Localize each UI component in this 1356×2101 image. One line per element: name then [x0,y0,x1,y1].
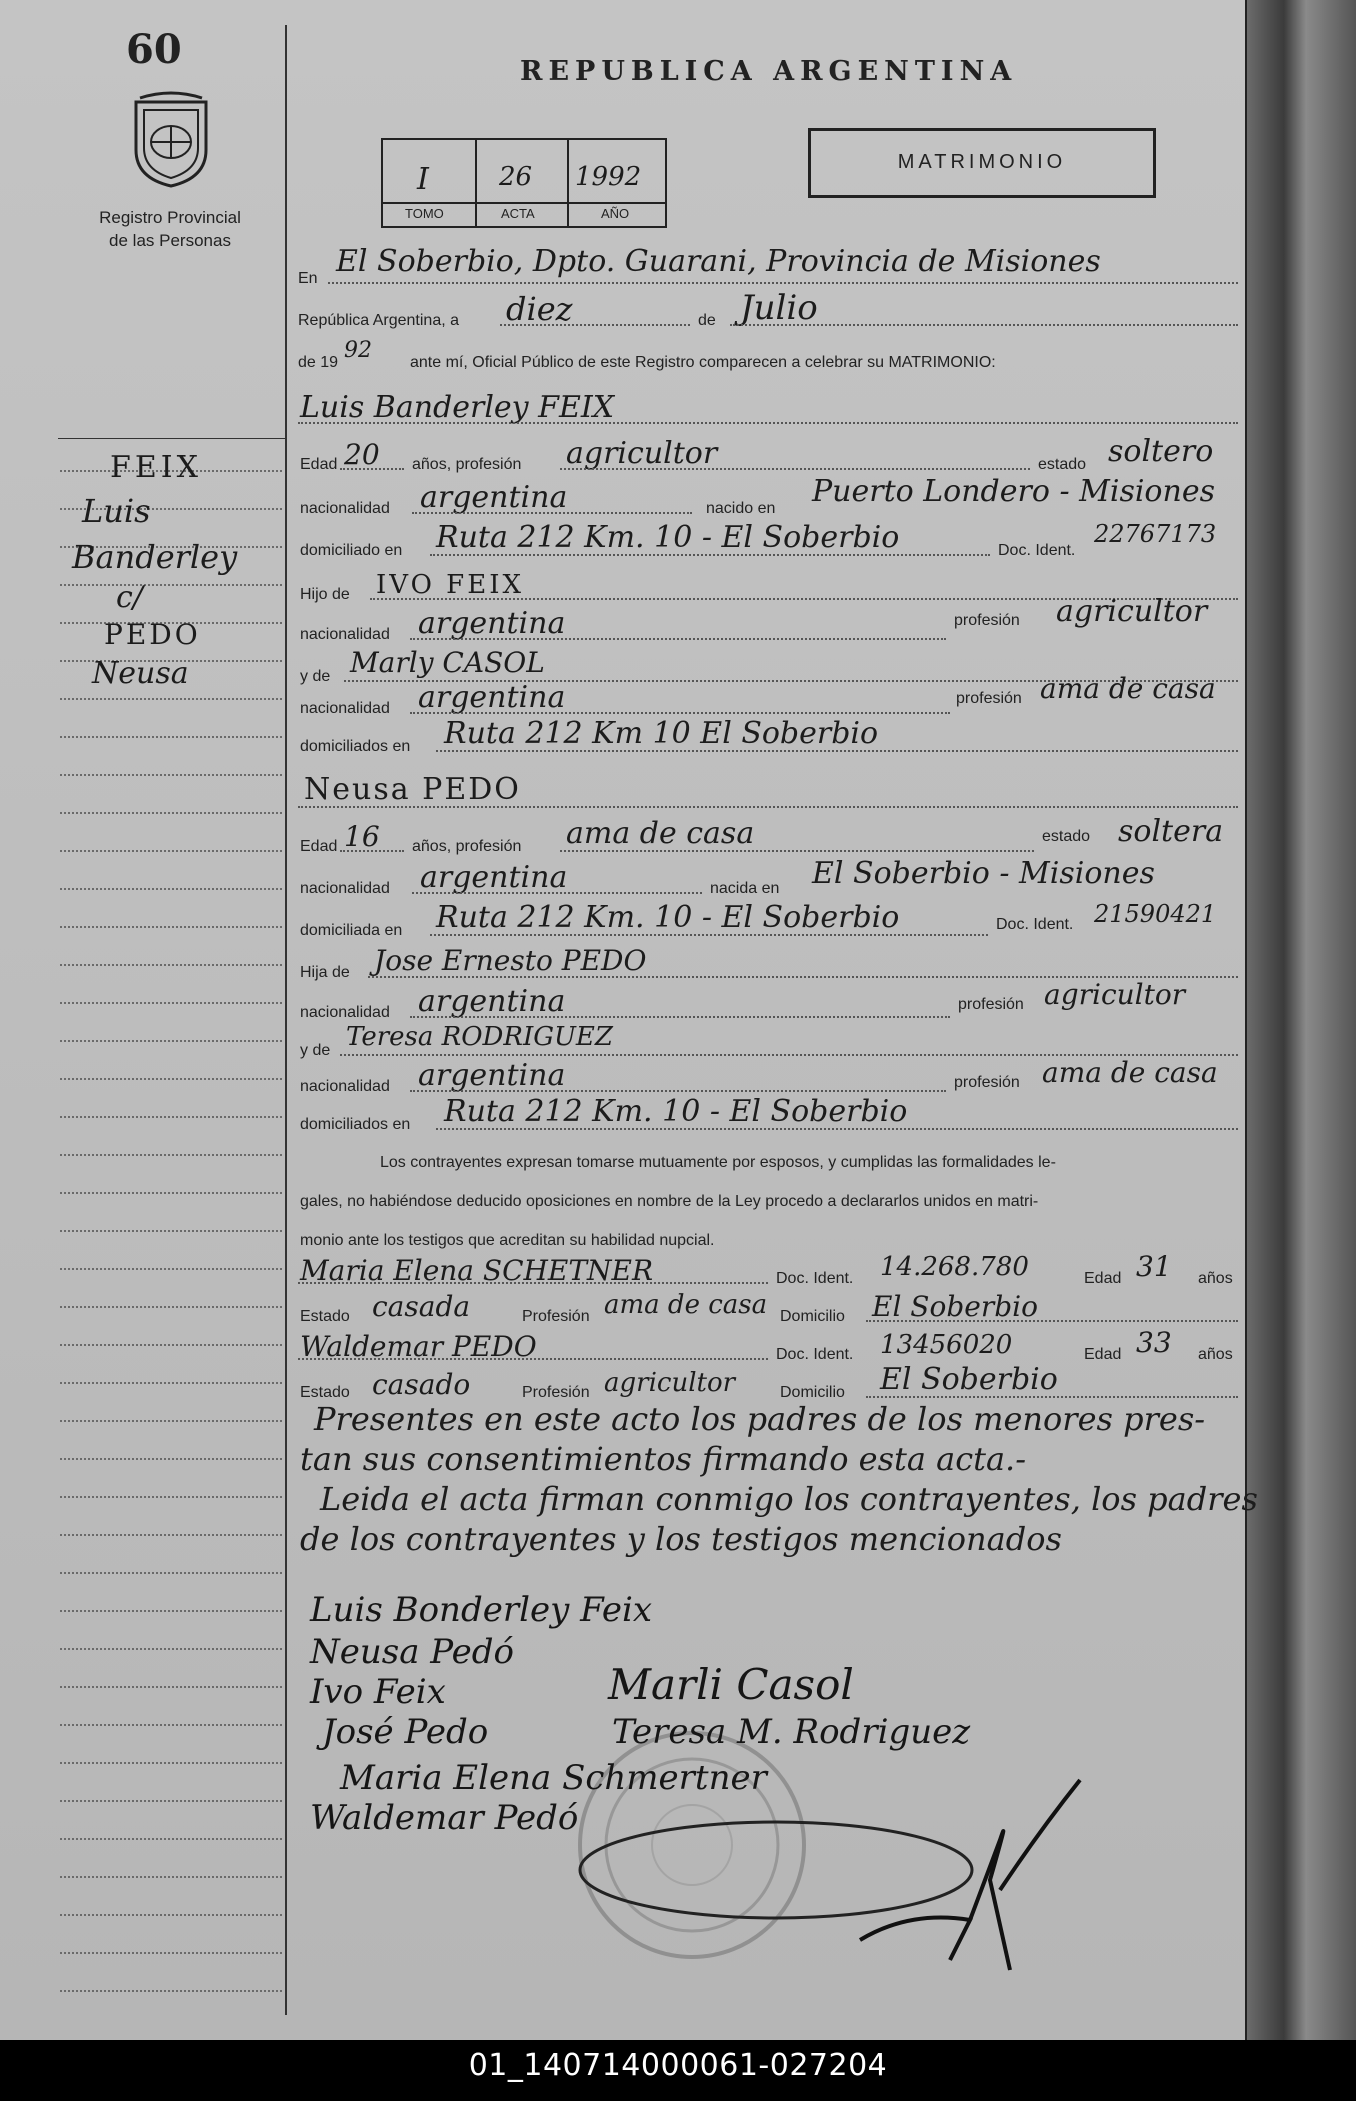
witness1-doc: 14.268.780 [880,1252,1029,1282]
groom-nac-label: nacionalidad [300,500,390,517]
margin-ruled-line [60,1420,282,1422]
margin-ruled-line [60,1838,282,1840]
bride-edad-label: Edad [300,838,338,855]
bride-padre-prof: agricultor [1044,978,1186,1011]
line [412,892,702,894]
bride-padre-prof-label: profesión [958,996,1024,1013]
bride-nac-label: nacionalidad [300,880,390,897]
margin-ruled-line [60,1192,282,1194]
margin-ruled-line [60,1116,282,1118]
witness2-estado: casado [372,1368,471,1401]
groom-name-line [298,422,1238,424]
margin-ruled-line [60,1610,282,1612]
bride-name-line [298,806,1238,808]
groom-padres-dom-label: domiciliados en [300,738,411,755]
margin-ruled-line [60,1534,282,1536]
record-type: MATRIMONIO [897,151,1067,173]
witness2-doc-label: Doc. Ident. [776,1346,854,1363]
line [430,934,988,936]
day-value: diez [506,290,573,328]
day-line [500,324,690,326]
witness2-domicilio-label: Domicilio [780,1384,845,1401]
groom-estado-label: estado [1038,456,1087,473]
witness1-profesion: ama de casa [604,1290,768,1320]
bride-dom-label: domiciliada en [300,922,403,939]
acta-value: 26 [499,162,533,192]
signature-father-bride: José Pedo [322,1712,489,1752]
groom-padre-nac-label: nacionalidad [300,626,390,643]
witness2-domicilio: El Soberbio [880,1362,1058,1397]
margin-ruled-line [60,1268,282,1270]
en-label: En [298,270,318,287]
bride-padre: Jose Ernesto PEDO [374,944,647,977]
margin-surname: FEIX [110,450,202,485]
margin-rule [285,25,287,2015]
officer-signature-icon [850,1770,1090,1980]
place-line [328,282,1238,284]
year-prefix: de 19 [298,354,339,371]
witness2-edad: 33 [1136,1326,1172,1359]
line [410,712,950,714]
registry-line2: de las Personas [109,231,231,250]
signature-mother-bride: Teresa M. Rodriguez [612,1712,971,1752]
groom-padre-label: Hijo de [300,586,350,603]
margin-ruled-line [60,1306,282,1308]
witness1-domicilio-label: Domicilio [780,1308,845,1325]
record-index-box [381,138,667,228]
line [436,750,1238,752]
bride-madre-prof: ama de casa [1042,1056,1218,1089]
bride-padre-nac-label: nacionalidad [300,1004,390,1021]
bride-profesion-label: años, profesión [412,838,522,855]
line [866,1320,1238,1322]
margin-ruled-line [60,1344,282,1346]
margin-ruled-line [60,1040,282,1042]
margin-ruled-line [60,1876,282,1878]
line [560,468,1030,470]
witness2-edad-label: Edad [1084,1346,1122,1363]
line [560,850,1034,852]
bride-estado-label: estado [1042,828,1091,845]
groom-edad-label: Edad [300,456,338,473]
bride-nacido: El Soberbio - Misiones [812,856,1155,891]
groom-edad: 20 [344,438,380,471]
margin-ruled-line [60,1382,282,1384]
margin-bride-name: Neusa [92,656,189,691]
signature-mother-groom: Marli Casol [608,1660,854,1709]
witness1-estado-label: Estado [300,1308,350,1325]
declaration-line2: gales, no habiéndose deducido oposiciones en nombre de la Ley procedo a declararlos unidos en matri- [300,1193,1039,1210]
margin-ruled-line [60,1952,282,1954]
margin-ruled-line [60,1990,282,1992]
groom-nacido-label: nacido en [706,500,776,517]
margin-ruled-line [60,1078,282,1080]
acta-label: ACTA [501,206,535,221]
page-number: 60 [126,26,182,73]
witness1-anos-label: años [1198,1270,1233,1287]
line [436,1128,1238,1130]
witness2-doc: 13456020 [880,1330,1013,1360]
signature-witness2: Waldemar Pedó [310,1798,579,1838]
groom-dom-label: domiciliado en [300,542,403,559]
margin-ruled-line [60,964,282,966]
bride-madre-nac: argentina [418,1058,566,1093]
margin-ruled-line [60,926,282,928]
groom-madre-prof-label: profesión [956,690,1022,707]
groom-madre-nac-label: nacionalidad [300,700,390,717]
groom-madre: Marly CASOL [350,646,545,679]
groom-estado: soltero [1108,434,1214,469]
bride-madre-nac-label: nacionalidad [300,1078,390,1095]
witness1-estado: casada [372,1290,471,1323]
witness1-doc-label: Doc. Ident. [776,1270,854,1287]
margin-ruled-line [60,1914,282,1916]
signature-groom: Luis Bonderley Feix [310,1590,653,1630]
bride-padres-dom-label: domiciliados en [300,1116,411,1133]
bride-name: Neusa PEDO [304,772,521,807]
margin-top-rule [58,438,286,439]
line [866,1396,1238,1398]
bride-doc: 21590421 [1094,900,1217,928]
groom-profesion-label: años, profesión [412,456,522,473]
groom-name: Luis Banderley FEIX [300,390,615,425]
line [298,1358,768,1360]
groom-madre-prof: ama de casa [1040,672,1216,705]
tomo-value: I [417,162,429,197]
bride-nacido-label: nacida en [710,880,780,897]
groom-doc-label: Doc. Ident. [998,542,1076,559]
anio-value: 1992 [575,162,642,192]
note-line2: tan sus consentimientos firmando esta acta.- [300,1440,1027,1478]
line [430,554,990,556]
witness2-profesion-label: Profesión [522,1384,590,1401]
margin-ruled-line [60,850,282,852]
margin-ruled-line [60,698,282,700]
groom-madre-label: y de [300,668,331,685]
witness1-edad-label: Edad [1084,1270,1122,1287]
registry-line1: Registro Provincial [99,208,241,227]
line [340,850,404,852]
margin-firstname: Luis [82,492,151,530]
month-value: Julio [740,288,818,328]
line [340,468,404,470]
witness2-name: Waldemar PEDO [300,1330,537,1363]
margin-ruled-line [60,774,282,776]
margin-ruled-line [60,1800,282,1802]
groom-madre-nac: argentina [418,680,566,715]
record-type-box [808,128,1156,198]
groom-nacionalidad: argentina [420,480,568,515]
witness2-profesion: agricultor [604,1368,736,1398]
year-suffix: 92 [344,338,372,363]
witness1-edad: 31 [1136,1250,1172,1283]
note-line4: de los contrayentes y los testigos mencionados [300,1520,1062,1558]
bride-madre-prof-label: profesión [954,1074,1020,1091]
bride-doc-label: Doc. Ident. [996,916,1074,933]
margin-middlename: Banderley [72,538,238,576]
declaration-line3: monio ante los testigos que acreditan su habilidad nupcial. [300,1232,715,1249]
bride-padre-nac: argentina [418,984,566,1019]
line [410,638,946,640]
margin-ruled-line [60,1458,282,1460]
groom-padre-prof-label: profesión [954,612,1020,629]
margin-ruled-line [60,888,282,890]
signature-bride: Neusa Pedó [310,1632,514,1672]
groom-padre: IVO FEIX [376,570,524,600]
margin-ruled-line [60,1686,282,1688]
bride-padres-dom: Ruta 212 Km. 10 - El Soberbio [444,1094,908,1129]
margin-ruled-line [60,1496,282,1498]
bride-profesion: ama de casa [566,816,755,851]
margin-connector: c/ [116,580,143,615]
page-edge-rule [1245,0,1247,2040]
month-line [730,324,1238,326]
margin-ruled-line [60,812,282,814]
margin-ruled-line [60,736,282,738]
country-title: REPUBLICA ARGENTINA [520,56,1018,87]
bride-domicilio: Ruta 212 Km. 10 - El Soberbio [436,900,900,935]
witness1-name: Maria Elena SCHETNER [300,1254,654,1287]
provincial-seal-icon [126,90,216,190]
note-line3: Leida el acta firman conmigo los contrayentes, los padres [320,1480,1258,1518]
bride-madre-label: y de [300,1042,331,1059]
line [410,1016,950,1018]
groom-profesion: agricultor [566,436,718,471]
bride-edad: 16 [344,820,380,853]
anio-label: AÑO [601,206,630,221]
declaration-line1: Los contrayentes expresan tomarse mutuamente por esposos, y cumplidas las formalidades le- [380,1154,1056,1171]
signature-witness1: Maria Elena Schmertner [340,1758,767,1798]
line [410,1090,946,1092]
witness1-domicilio: El Soberbio [872,1290,1038,1323]
republica-label: República Argentina, a [298,312,459,329]
margin-ruled-line [60,1002,282,1004]
signature-father-groom: Ivo Feix [310,1672,446,1712]
bride-nacionalidad: argentina [420,860,568,895]
tomo-label: TOMO [405,206,444,221]
groom-domicilio: Ruta 212 Km. 10 - El Soberbio [436,520,900,555]
groom-nacido: Puerto Londero - Misiones [812,474,1215,509]
margin-bride-surname: PEDO [104,618,201,651]
de-label: de [698,312,716,329]
line [412,512,692,514]
book-edge [1245,0,1356,2040]
bride-padre-label: Hija de [300,964,350,981]
margin-ruled-line [60,1648,282,1650]
witness2-estado-label: Estado [300,1384,350,1401]
scan-id: 01_140714000061-027204 [468,2048,888,2083]
groom-padre-prof: agricultor [1056,594,1208,629]
bride-madre: Teresa RODRIGUEZ [346,1022,613,1052]
note-line1: Presentes en este acto los padres de los menores pres- [314,1400,1206,1438]
groom-doc: 22767173 [1094,520,1217,548]
groom-padres-dom: Ruta 212 Km 10 El Soberbio [444,716,879,751]
margin-ruled-line [60,1762,282,1764]
witness2-anos-label: años [1198,1346,1233,1363]
witness1-profesion-label: Profesión [522,1308,590,1325]
margin-ruled-line [60,1230,282,1232]
groom-padre-nac: argentina [418,606,566,641]
line [298,1282,768,1284]
margin-ruled-line [60,1154,282,1156]
bride-estado: soltera [1118,814,1224,849]
intro-statement: ante mí, Oficial Público de este Registro comparecen a celebrar su MATRIMONIO: [410,354,996,371]
margin-ruled-line [60,1724,282,1726]
margin-ruled-line [60,584,282,586]
margin-ruled-line [60,1572,282,1574]
place-value: El Soberbio, Dpto. Guarani, Provincia de Misiones [336,244,1101,279]
